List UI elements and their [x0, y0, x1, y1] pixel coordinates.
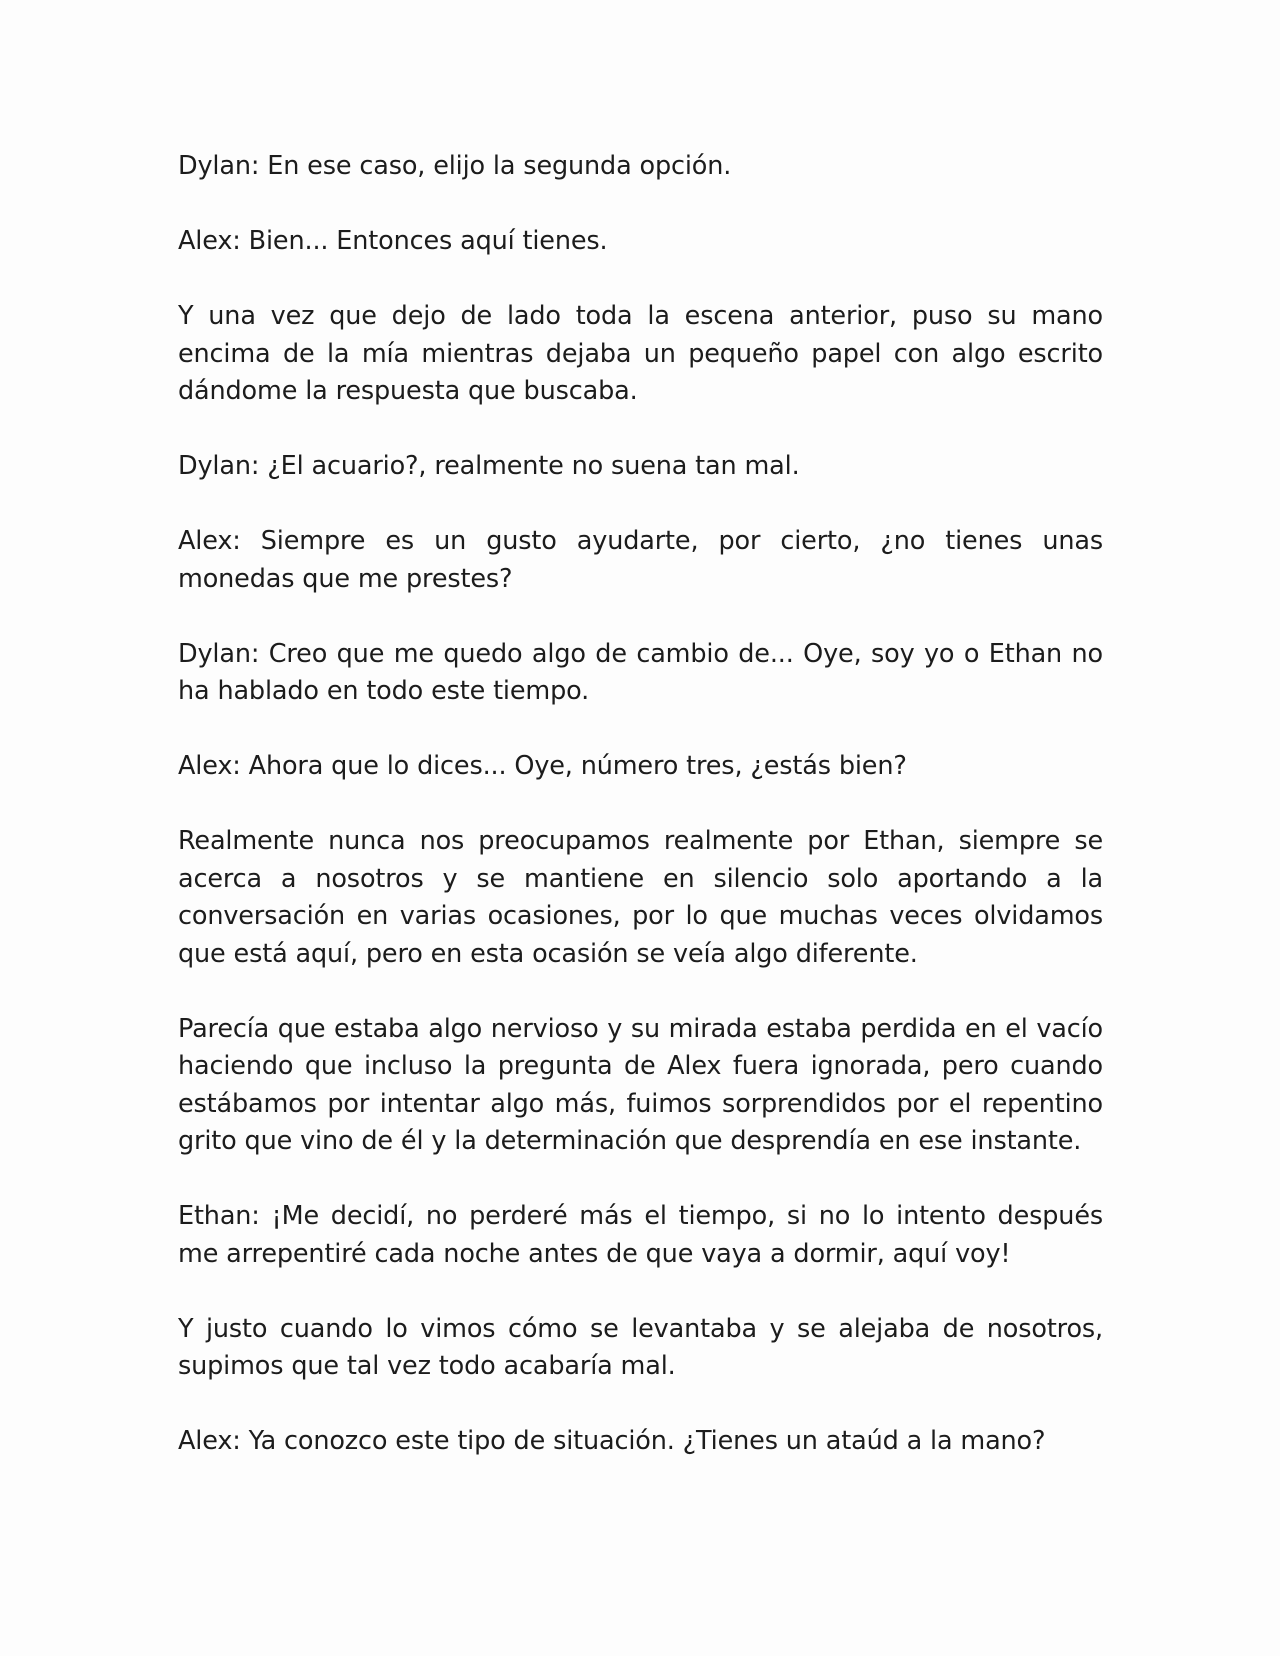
paragraph-10: Ethan: ¡Me decidí, no perderé más el tiempo, si no lo intento después me arrepentiré cada noche antes de que vaya a dormir, aquí voy! [178, 1201, 1103, 1269]
paragraph-3: Y una vez que dejo de lado toda la escena anterior, puso su mano encima de la mía mientras dejaba un pequeño papel con algo escrito dándome la respuesta que buscaba. [178, 301, 1103, 406]
paragraph-6: Dylan: Creo que me quedo algo de cambio de... Oye, soy yo o Ethan no ha hablado en todo este tiempo. [178, 638, 1103, 706]
paragraph-12: Alex: Ya conozco este tipo de situación. ¿Tienes un ataúd a la mano? [178, 1426, 1046, 1456]
paragraph-1: Dylan: En ese caso, elijo la segunda opción. [178, 151, 732, 181]
paragraph-11: Y justo cuando lo vimos cómo se levantaba y se alejaba de nosotros, supimos que tal vez todo acabaría mal. [178, 1313, 1103, 1381]
paragraph-8: Realmente nunca nos preocupamos realmente por Ethan, siempre se acerca a nosotros y se mantiene en silencio solo aportando a la conversación en varias ocasiones, por lo que muchas veces olvidamos que está aquí, pero en esta ocasión se veía algo diferente. [178, 826, 1103, 969]
paragraph-4: Dylan: ¿El acuario?, realmente no suena tan mal. [178, 451, 800, 481]
paragraph-9: Parecía que estaba algo nervioso y su mirada estaba perdida en el vacío haciendo que incluso la pregunta de Alex fuera ignorada, pero cuando estábamos por intentar algo más, fuimos sorprendidos por el repentino grito que vino de él y la determinación que desprendía en ese instante. [178, 1013, 1103, 1156]
paragraph-2: Alex: Bien... Entonces aquí tienes. [178, 226, 608, 256]
document-body [178, 148, 1103, 1461]
paragraph-7: Alex: Ahora que lo dices... Oye, número tres, ¿estás bien? [178, 751, 907, 781]
paragraph-5: Alex: Siempre es un gusto ayudarte, por cierto, ¿no tienes unas monedas que me prestes? [178, 526, 1103, 594]
